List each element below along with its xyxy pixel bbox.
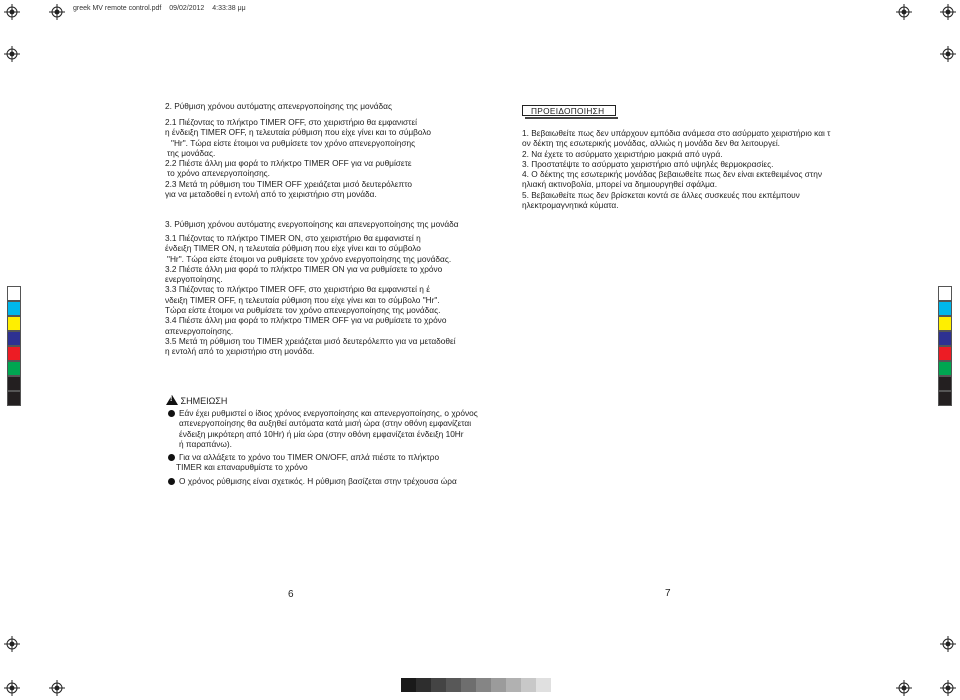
notes-list: [168, 408, 478, 486]
color-swatch: [7, 346, 21, 361]
text-line: ή παραπάνω).: [179, 438, 232, 449]
color-bar-left: [7, 286, 21, 406]
registration-mark-icon: [940, 680, 956, 696]
print-header: [73, 5, 252, 12]
text-line: TIMER και επαναρυθμίστε το χρόνο: [176, 462, 308, 473]
gray-swatch: [416, 678, 431, 692]
color-swatch: [938, 346, 952, 361]
registration-mark-icon: [940, 636, 956, 652]
note-item: [168, 476, 478, 486]
registration-mark-icon: [4, 680, 20, 696]
text-line: 2.3 Μετά τη ρύθμιση του TIMER OFF χρειάζεται μισό δευτερόλεπτο: [165, 178, 412, 189]
color-swatch: [7, 316, 21, 331]
text-line: 2. Να έχετε το ασύρματο χειριστήριο μακριά από υγρά.: [522, 148, 723, 159]
text-line: ηλεκτρομαγνητικά κύματα.: [522, 200, 619, 211]
gray-swatch: [506, 678, 521, 692]
text-line: ηλιακή ακτινοβολία, μπορεί να δημιουργηθεί σφάλμα.: [522, 179, 718, 190]
text-line: 3.2 Πιέστε άλλη μια φορά το πλήκτρο TIMER ON για να ρυθμίσετε το χρόνο: [165, 263, 443, 274]
text-line: "Hr". Τώρα είστε έτοιμοι να ρυθμίσετε τον χρόνο ενεργοποίησης της μονάδας.: [167, 253, 452, 264]
warning-heading-box: [522, 105, 616, 116]
section-2-heading: 2. Ρύθμιση χρόνου αυτόματης απενεργοποίησης της μονάδας: [165, 101, 392, 111]
text-line: Εάν έχει ρυθμιστεί ο ίδιος χρόνος ενεργοποίησης και απενεργοποίησης, ο χρόνος: [179, 408, 478, 418]
color-swatch: [938, 376, 952, 391]
note-item: [168, 408, 478, 418]
text-line: 4. Ο δέκτης της εσωτερικής μονάδας βεβαιωθείτε πως δεν είναι εκτεθειμένος στην: [522, 169, 822, 180]
text-line: 3.4 Πιέστε άλλη μια φορά το πλήκτρο TIMER OFF για να ρυθμίσετε το χρόνο: [165, 315, 447, 326]
color-swatch: [7, 391, 21, 406]
warning-heading: ΠΡΟΕΙΔΟΠΟΙΗΣΗ: [531, 106, 605, 116]
section-3-heading: 3. Ρύθμιση χρόνου αυτόματης ενεργοποίησης και απενεργοποίησης της μονάδα: [165, 219, 459, 229]
text-line: Για να αλλάξετε το χρόνο του TIMER ON/OFF, απλά πιέστε το πλήκτρο: [179, 452, 440, 463]
color-swatch: [7, 286, 21, 301]
color-swatch: [938, 331, 952, 346]
header-date: 09/02/2012: [169, 5, 205, 12]
registration-mark-icon: [896, 4, 912, 20]
text-line: 3.1 Πιέζοντας το πλήκτρο TIMER ON, στο χειριστήριο θα εμφανιστεί η: [165, 233, 421, 243]
gray-swatch: [536, 678, 551, 692]
color-swatch: [938, 286, 952, 301]
color-bar-right: [938, 286, 952, 406]
text-line: για να μεταδοθεί η εντολή από το χειριστήριο στη μονάδα.: [165, 189, 377, 200]
note-item: [168, 452, 478, 462]
bullet-dot-icon: [168, 410, 175, 417]
section-2-body: [165, 117, 431, 199]
gray-swatch: [446, 678, 461, 692]
text-line: η εντολή από το χειριστήριο στη μονάδα.: [165, 346, 315, 357]
color-swatch: [7, 331, 21, 346]
registration-mark-icon: [4, 636, 20, 652]
text-line: 1. Βεβαιωθείτε πως δεν υπάρχουν εμπόδια ανάμεσα στο ασύρματο χειριστήριο και τ: [522, 128, 831, 138]
gray-swatch: [491, 678, 506, 692]
bullet-dot-icon: [168, 478, 175, 485]
text-line: 3.3 Πιέζοντας το πλήκτρο TIMER OFF, στο χειριστήριο θα εμφανιστεί η έ: [165, 284, 430, 295]
text-line: απενεργοποίησης θα αυξηθεί αυτόματα κατά μισή ώρα (στην οθόνη εμφανίζεται: [179, 418, 472, 429]
text-line: ένδειξη TIMER ON, η τελευταία ρύθμιση που είχε γίνει και το σύμβολο: [165, 243, 421, 254]
notes-heading: ΣΗΜΕΙΩΣΗ: [180, 396, 228, 406]
text-line: 5. Βεβαιωθείτε πως δεν βρίσκεται κοντά σε άλλες συσκευές που εκπέμπουν: [522, 189, 800, 200]
color-swatch: [938, 391, 952, 406]
bullet-dot-icon: [168, 454, 175, 461]
text-line: το χρόνο απενεργοποίησης.: [167, 168, 270, 179]
text-line: νδειξη TIMER OFF, η τελευταία ρύθμιση που είχε γίνει και το σύμβολο "Hr".: [165, 294, 440, 305]
color-swatch: [938, 361, 952, 376]
grayscale-bar: [401, 678, 551, 692]
header-filename: greek MV remote control.pdf: [73, 5, 162, 12]
registration-mark-icon: [49, 4, 65, 20]
registration-mark-icon: [940, 46, 956, 62]
color-swatch: [7, 376, 21, 391]
warning-body: [522, 128, 830, 210]
notes-heading-row: [166, 395, 227, 406]
color-swatch: [7, 301, 21, 316]
page-number-right: 7: [665, 588, 671, 599]
text-line: ένδειξη μικρότερη από 10Hr) ή μία ώρα (στην οθόνη εμφανίζεται ένδειξη 10Hr: [179, 428, 464, 439]
text-line: Ο χρόνος ρύθμισης είναι σχετικός. Η ρύθμιση βασίζεται στην τρέχουσα ώρα: [179, 475, 457, 486]
text-line: 3. Προστατέψτε το ασύρματο χειριστήριο από υψηλές θερμοκρασίες.: [522, 158, 774, 169]
text-line: ενεργοποίησης.: [165, 274, 223, 285]
text-line: απενεργοποίησης.: [165, 325, 234, 336]
page-number-left: 6: [288, 589, 294, 600]
gray-swatch: [461, 678, 476, 692]
text-line: ον δέκτη της εσωτερικής μονάδας, αλλιώς η μονάδα δεν θα λειτουργεί.: [522, 138, 780, 149]
text-line: της μονάδας.: [167, 147, 216, 158]
color-swatch: [7, 361, 21, 376]
color-swatch: [938, 316, 952, 331]
registration-mark-icon: [940, 4, 956, 20]
text-line: 2.2 Πιέστε άλλη μια φορά το πλήκτρο TIMER OFF για να ρυθμίσετε: [165, 158, 412, 169]
registration-mark-icon: [4, 4, 20, 20]
gray-swatch: [401, 678, 416, 692]
registration-mark-icon: [4, 46, 20, 62]
warning-triangle-icon: [166, 395, 178, 405]
color-swatch: [938, 301, 952, 316]
registration-mark-icon: [896, 680, 912, 696]
text-line: "Hr". Τώρα είστε έτοιμοι να ρυθμίσετε τον χρόνο απενεργοποίησης: [171, 137, 416, 148]
registration-mark-icon: [49, 680, 65, 696]
text-line: Τώρα είστε έτοιμοι να ρυθμίσετε τον χρόνο απενεργοποίησης της μονάδας.: [165, 305, 441, 316]
header-time: 4:33:38 μμ: [212, 5, 246, 12]
text-line: 2.1 Πιέζοντας το πλήκτρο TIMER OFF, στο χειριστήριο θα εμφανιστεί: [165, 117, 417, 127]
gray-swatch: [521, 678, 536, 692]
text-line: 3.5 Μετά τη ρύθμιση του TIMER χρειάζεται μισό δευτερόλεπτο για να μεταδοθεί: [165, 335, 456, 346]
section-3-body: [165, 233, 456, 357]
gray-swatch: [476, 678, 491, 692]
text-line: η ένδειξη TIMER OFF, η τελευταία ρύθμιση που είχε γίνει και το σύμβολο: [165, 127, 432, 138]
gray-swatch: [431, 678, 446, 692]
